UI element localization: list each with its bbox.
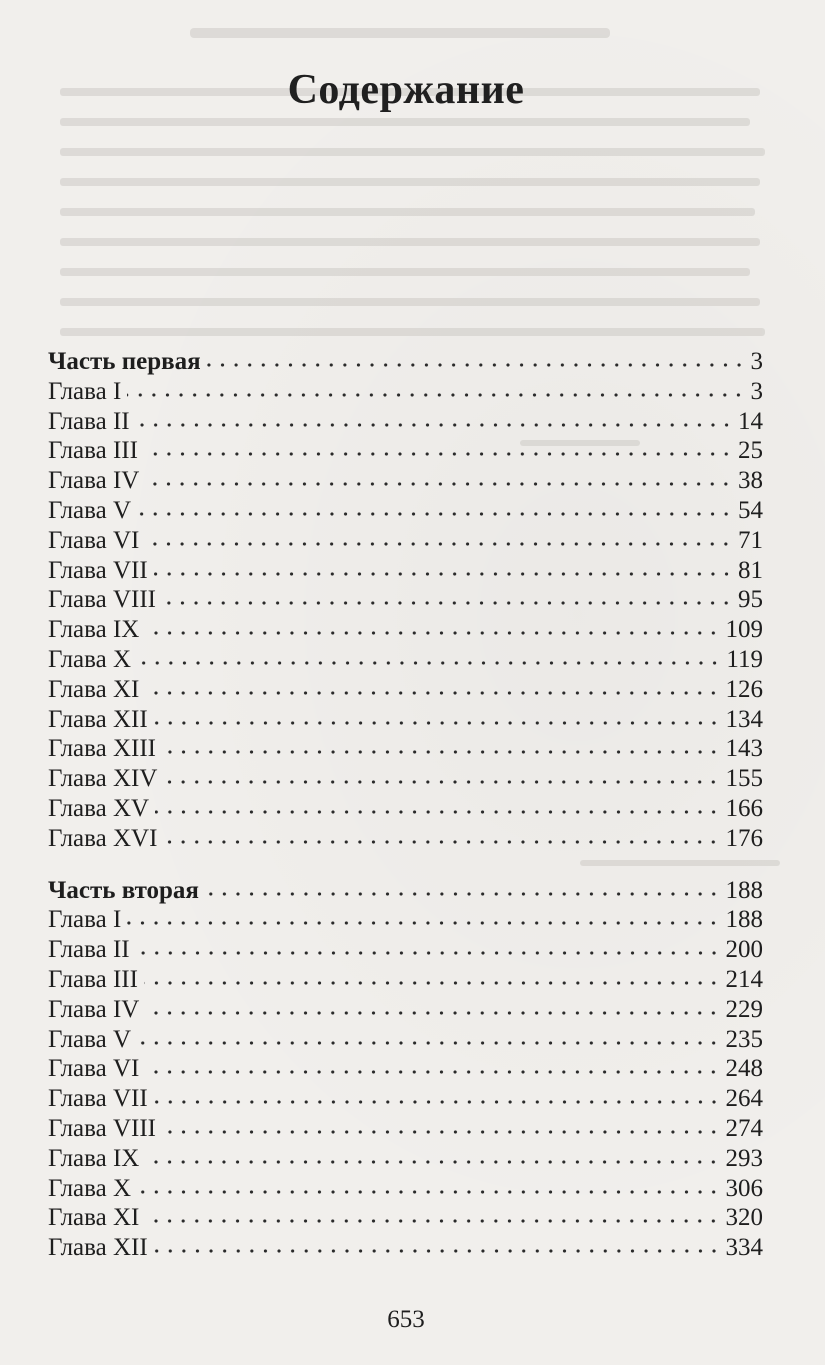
- page-reference: 188: [725, 876, 763, 904]
- dot-leader: [145, 1070, 720, 1074]
- toc-chapter-entry: [48, 965, 763, 995]
- dot-leader: [205, 892, 721, 896]
- toc-part-heading: [48, 876, 763, 906]
- chapter-title: Глава VIII: [48, 1114, 156, 1142]
- part-title: Часть первая: [48, 348, 201, 375]
- chapter-title: Глава XIII: [48, 735, 156, 763]
- chapter-title: Глава VIII: [48, 586, 156, 614]
- dot-leader: [163, 840, 720, 844]
- toc-chapter-entry: [48, 1174, 763, 1204]
- dot-leader: [163, 780, 720, 784]
- toc-chapter-entry: [48, 1084, 763, 1114]
- toc-chapter-entry: [48, 1144, 763, 1174]
- dot-leader: [154, 721, 721, 725]
- dot-leader: [162, 1130, 721, 1134]
- page-reference: 38: [738, 467, 763, 495]
- page-reference: 109: [725, 616, 763, 644]
- page-reference: 81: [738, 556, 763, 584]
- toc-chapter-entry: [48, 526, 763, 556]
- page-reference: 134: [725, 705, 763, 733]
- toc-chapter-entry: [48, 377, 763, 407]
- dot-leader: [145, 1219, 720, 1223]
- page-reference: 248: [725, 1055, 763, 1083]
- toc-chapter-entry: [48, 734, 763, 764]
- toc-part-heading: [48, 347, 763, 377]
- page-reference: 119: [726, 645, 763, 673]
- dot-leader: [144, 452, 733, 456]
- chapter-title: Глава XV: [48, 794, 150, 822]
- toc-chapter-entry: [48, 995, 763, 1025]
- page-reference: 166: [725, 794, 763, 822]
- page-reference: 274: [725, 1114, 763, 1142]
- dot-leader: [127, 921, 720, 925]
- page-reference: 306: [725, 1174, 763, 1202]
- chapter-title: Глава VI: [48, 1055, 140, 1083]
- toc-chapter-entry: [48, 1203, 763, 1233]
- chapter-title: Глава I: [48, 377, 122, 405]
- toc-chapter-entry: [48, 764, 763, 794]
- dot-leader: [162, 601, 733, 605]
- dot-leader: [154, 1100, 721, 1104]
- dot-leader: [137, 661, 721, 665]
- dot-leader: [127, 393, 745, 397]
- table-of-contents: [48, 347, 763, 1263]
- chapter-title: Глава VI: [48, 526, 140, 554]
- toc-chapter-entry: [48, 794, 763, 824]
- page-reference: 3: [750, 377, 763, 405]
- chapter-title: Глава XII: [48, 705, 148, 733]
- page-reference: 14: [738, 407, 763, 435]
- chapter-title: Глава VII: [48, 556, 148, 584]
- chapter-title: Глава IV: [48, 467, 140, 495]
- page-reference: 293: [725, 1144, 763, 1172]
- dot-leader: [145, 482, 733, 486]
- dot-leader: [145, 542, 733, 546]
- toc-chapter-entry: [48, 1054, 763, 1084]
- chapter-title: Глава XI: [48, 675, 140, 703]
- dot-leader: [136, 951, 721, 955]
- page-reference: 334: [725, 1234, 763, 1262]
- page-reference: 126: [725, 675, 763, 703]
- chapter-title: Глава III: [48, 965, 138, 993]
- toc-chapter-entry: [48, 615, 763, 645]
- chapter-title: Глава IX: [48, 616, 140, 644]
- toc-chapter-entry: [48, 1025, 763, 1055]
- toc-chapter-entry: [48, 436, 763, 466]
- toc-chapter-entry: [48, 585, 763, 615]
- page-reference: 188: [725, 906, 763, 934]
- chapter-title: Глава II: [48, 407, 130, 435]
- toc-chapter-entry: [48, 496, 763, 526]
- dot-leader: [136, 423, 733, 427]
- chapter-title: Глава X: [48, 645, 132, 673]
- page-reference: 235: [725, 1025, 763, 1053]
- dot-leader: [154, 1249, 721, 1253]
- chapter-title: Глава III: [48, 437, 138, 465]
- toc-section: [48, 347, 763, 854]
- chapter-title: Глава I: [48, 906, 122, 934]
- dot-leader: [137, 1190, 720, 1194]
- dot-leader: [207, 363, 746, 367]
- page-reference: 229: [725, 995, 763, 1023]
- dot-leader: [145, 1011, 720, 1015]
- chapter-title: Глава V: [48, 496, 132, 524]
- toc-chapter-entry: [48, 1233, 763, 1263]
- page-reference: 54: [738, 496, 763, 524]
- page-reference: 320: [725, 1204, 763, 1232]
- page-reference: 143: [725, 735, 763, 763]
- page-reference: 71: [738, 526, 763, 554]
- toc-chapter-entry: [48, 905, 763, 935]
- toc-chapter-entry: [48, 824, 763, 854]
- dot-leader: [144, 981, 721, 985]
- chapter-title: Глава V: [48, 1025, 132, 1053]
- page-reference: 176: [725, 824, 763, 852]
- toc-chapter-entry: [48, 645, 763, 675]
- toc-chapter-entry: [48, 1114, 763, 1144]
- toc-section: [48, 876, 763, 1263]
- toc-chapter-entry: [48, 935, 763, 965]
- page-reference: 214: [725, 965, 763, 993]
- part-title: Часть вторая: [48, 876, 199, 904]
- dot-leader: [137, 512, 733, 516]
- dot-leader: [162, 750, 721, 754]
- toc-chapter-entry: [48, 705, 763, 735]
- dot-leader: [137, 1041, 720, 1045]
- chapter-title: Глава XII: [48, 1234, 148, 1262]
- dot-leader: [145, 691, 720, 695]
- chapter-title: Глава X: [48, 1174, 132, 1202]
- dot-leader: [155, 810, 720, 814]
- chapter-title: Глава II: [48, 936, 130, 964]
- page-reference: 155: [725, 765, 763, 793]
- chapter-title: Глава XIV: [48, 765, 158, 793]
- page-title: Содержание: [287, 67, 525, 113]
- page-reference: 25: [738, 437, 763, 465]
- chapter-title: Глава IX: [48, 1144, 140, 1172]
- page-number: 653: [387, 1306, 425, 1333]
- page-reference: 95: [738, 586, 763, 614]
- toc-chapter-entry: [48, 407, 763, 437]
- dot-leader: [145, 1160, 720, 1164]
- dot-leader: [145, 631, 720, 635]
- chapter-title: Глава VII: [48, 1085, 148, 1113]
- dot-leader: [154, 572, 733, 576]
- chapter-title: Глава XVI: [48, 824, 158, 852]
- page-reference: 200: [725, 936, 763, 964]
- page-reference: 264: [725, 1085, 763, 1113]
- toc-chapter-entry: [48, 556, 763, 586]
- page-reference: 3: [750, 348, 763, 375]
- chapter-title: Глава IV: [48, 995, 140, 1023]
- toc-chapter-entry: [48, 466, 763, 496]
- toc-chapter-entry: [48, 675, 763, 705]
- chapter-title: Глава XI: [48, 1204, 140, 1232]
